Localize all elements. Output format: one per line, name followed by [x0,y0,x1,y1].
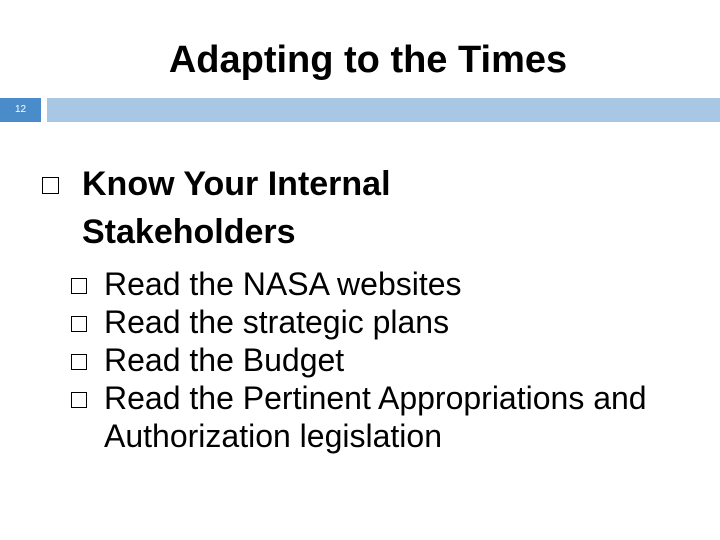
bullet-heading [82,160,502,256]
slide-body [0,160,720,455]
list-item-text: Read the Pertinent Appropriations and Authorization legislation [104,380,647,454]
square-bullet-icon [71,316,87,332]
list-item [104,303,684,341]
list-item-text: Read the NASA websites [104,266,462,302]
list-item [104,265,684,303]
square-bullet-icon [71,278,87,294]
list-item-text: Read the strategic plans [104,304,450,340]
slide-title: Adapting to the Times [168,39,568,81]
bullet-heading-text: Know Your Internal Stakeholders [82,165,391,251]
square-bullet-icon [42,177,59,194]
list-item [104,341,684,379]
sub-bullet-list [0,265,720,455]
list-item-text: Read the Budget [104,342,345,378]
square-bullet-icon [71,392,87,408]
list-item [104,379,684,455]
slide-number-badge: 12 [0,98,41,122]
square-bullet-icon [71,354,87,370]
header-rule [47,98,720,122]
